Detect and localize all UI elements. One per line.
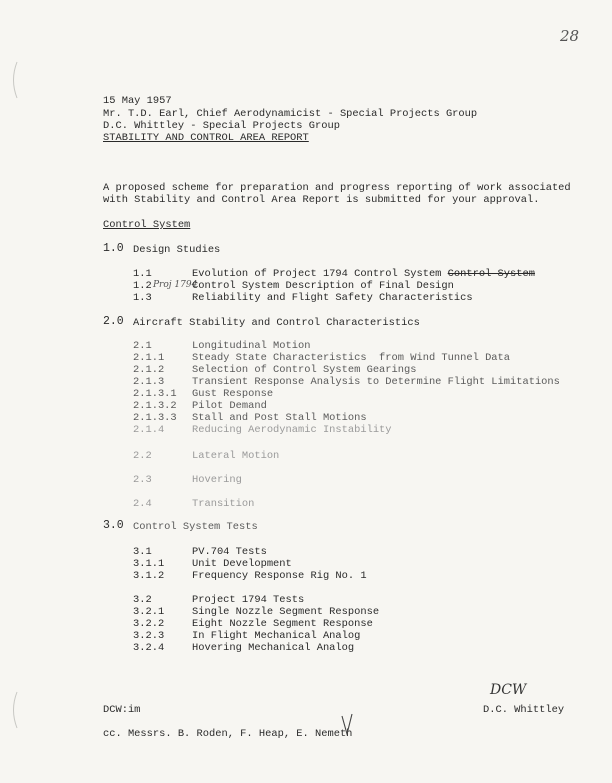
punch-hole-icon xyxy=(8,60,20,100)
item-text: Lateral Motion xyxy=(192,450,280,462)
item-text: Reliability and Flight Safety Characteristics xyxy=(192,292,473,304)
item-number: 2.1.3.1 xyxy=(133,388,177,400)
item-text: PV.704 Tests xyxy=(192,546,267,558)
item-text: Steady State Characteristics from Wind Tunnel Data xyxy=(192,352,511,364)
intro-line-2: with Stability and Control Area Report is submitted for your approval. xyxy=(103,194,540,206)
item-number: 2.4 xyxy=(133,498,152,510)
memo-subject: STABILITY AND CONTROL AREA REPORT xyxy=(103,132,309,144)
item-number: 3.2.4 xyxy=(133,642,165,654)
item-number: 2.1.4 xyxy=(133,424,165,436)
item-text: Transient Response Analysis to Determine Flight Limitations xyxy=(192,376,560,388)
item-text: Selection of Control System Gearings xyxy=(192,364,417,376)
item-text: Eight Nozzle Segment Response xyxy=(192,618,373,630)
item-number: 2.1.1 xyxy=(133,352,165,364)
item-text: Project 1794 Tests xyxy=(192,594,305,606)
item-number: 3.2.2 xyxy=(133,618,165,630)
section-title: Control System Tests xyxy=(133,521,258,533)
item-number: 2.1 xyxy=(133,340,152,352)
signatory-name: D.C. Whittley xyxy=(483,704,565,716)
section-number: 1.0 xyxy=(103,242,124,255)
item-number: 3.1.1 xyxy=(133,558,165,570)
memo-date: 15 May 1957 xyxy=(103,95,172,107)
handwritten-insert: Proj 1794 xyxy=(153,280,198,290)
item-number: 2.1.2 xyxy=(133,364,165,376)
item-number: 1.3 xyxy=(133,292,152,304)
section-number: 2.0 xyxy=(103,315,124,328)
typist-initials: DCW:im xyxy=(103,704,141,716)
item-text: Transition xyxy=(192,498,255,510)
item-text: Unit Development xyxy=(192,558,292,570)
handwritten-signature: DCW xyxy=(490,682,527,698)
item-number: 2.1.3.3 xyxy=(133,412,177,424)
item-number: 1.2 xyxy=(133,280,152,292)
section-title: Design Studies xyxy=(133,244,221,256)
check-mark-icon xyxy=(340,712,354,738)
memo-to: Mr. T.D. Earl, Chief Aerodynamicist - Special Projects Group xyxy=(103,108,478,120)
item-number: 3.1.2 xyxy=(133,570,165,582)
section-number: 3.0 xyxy=(103,519,124,532)
section-title: Aircraft Stability and Control Characteristics xyxy=(133,317,420,329)
item-number: 3.2 xyxy=(133,594,152,606)
item-number: 3.2.3 xyxy=(133,630,165,642)
item-text: Longitudinal Motion xyxy=(192,340,311,352)
punch-hole-icon xyxy=(8,690,20,730)
item-text: Control System Description of Final Design xyxy=(192,280,454,292)
item-number: 1.1 xyxy=(133,268,152,280)
item-text: Gust Response xyxy=(192,388,274,400)
page-number: 28 xyxy=(560,27,580,45)
item-number: 2.1.3 xyxy=(133,376,165,388)
memo-from: D.C. Whittley - Special Projects Group xyxy=(103,120,340,132)
item-text: Single Nozzle Segment Response xyxy=(192,606,380,618)
struck-text: Control System xyxy=(447,268,535,280)
item-number: 2.2 xyxy=(133,450,152,462)
intro-line-1: A proposed scheme for preparation and progress reporting of work associated xyxy=(103,182,571,194)
item-text: Frequency Response Rig No. 1 xyxy=(192,570,367,582)
item-number: 2.1.3.2 xyxy=(133,400,177,412)
item-text: Pilot Demand xyxy=(192,400,267,412)
item-text: Stall and Post Stall Motions xyxy=(192,412,367,424)
item-text: Hovering xyxy=(192,474,242,486)
item-number: 2.3 xyxy=(133,474,152,486)
item-text: In Flight Mechanical Analog xyxy=(192,630,361,642)
item-text: Reducing Aerodynamic Instability xyxy=(192,424,392,436)
section-heading: Control System xyxy=(103,219,191,231)
item-text: Evolution of Project 1794 Control System Control System xyxy=(192,268,535,280)
item-number: 3.1 xyxy=(133,546,152,558)
item-number: 3.2.1 xyxy=(133,606,165,618)
cc-line: cc. Messrs. B. Roden, F. Heap, E. Nemeth xyxy=(103,728,353,740)
item-text: Hovering Mechanical Analog xyxy=(192,642,355,654)
